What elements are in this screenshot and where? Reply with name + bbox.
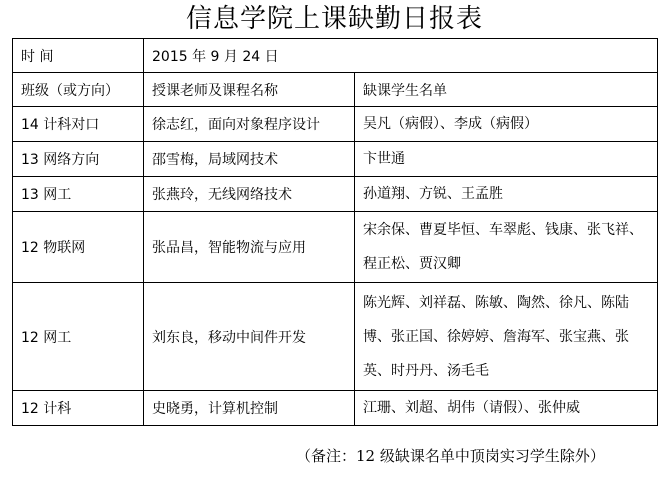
teacher-course-cell: 张燕玲，无线网络技术 <box>144 177 355 212</box>
header-class: 班级（或方向） <box>13 73 144 107</box>
teacher-course-cell: 张品昌，智能物流与应用 <box>144 212 355 283</box>
teacher-course-cell: 刘东良，移动中间件开发 <box>144 283 355 391</box>
header-row <box>13 73 658 107</box>
table-row <box>13 283 658 391</box>
class-cell: 13 网络方向 <box>13 142 144 177</box>
header-teacher-course: 授课老师及课程名称 <box>144 73 355 107</box>
class-cell: 14 计科对口 <box>13 107 144 142</box>
header-absent: 缺课学生名单 <box>355 73 658 107</box>
teacher-course-cell: 徐志红，面向对象程序设计 <box>144 107 355 142</box>
class-cell: 12 网工 <box>13 283 144 391</box>
report-title: 信息学院上课缺勤日报表 <box>185 4 483 34</box>
footnote: （备注：12 级缺课名单中顶岗实习学生除外） <box>296 447 605 465</box>
absent-cell: 卞世通 <box>355 142 658 177</box>
time-label: 时 间 <box>13 39 144 73</box>
absent-cell: 陈光辉、刘祥磊、陈敏、陶然、徐凡、陈陆博、张正国、徐婷婷、詹海军、张宝燕、张英、时丹丹、汤毛毛 <box>355 283 658 391</box>
date-row <box>13 39 658 73</box>
table-row <box>13 391 658 426</box>
table-row <box>13 142 658 177</box>
class-cell: 13 网工 <box>13 177 144 212</box>
class-cell: 12 计科 <box>13 391 144 426</box>
absent-cell: 孙道翔、方锐、王孟胜 <box>355 177 658 212</box>
teacher-course-cell: 史晓勇，计算机控制 <box>144 391 355 426</box>
teacher-course-cell: 邵雪梅，局域网技术 <box>144 142 355 177</box>
absent-cell: 吴凡（病假）、李成（病假） <box>355 107 658 142</box>
absence-table <box>12 38 658 426</box>
report-date: 2015 年 9 月 24 日 <box>144 39 658 73</box>
absent-cell: 江珊、刘超、胡伟（请假）、张仲威 <box>355 391 658 426</box>
class-cell: 12 物联网 <box>13 212 144 283</box>
table-row <box>13 107 658 142</box>
table-row <box>13 177 658 212</box>
absent-cell: 宋余保、曹夏毕恒、车翠彪、钱康、张飞祥、程正松、贾汉卿 <box>355 212 658 283</box>
table-row <box>13 212 658 283</box>
